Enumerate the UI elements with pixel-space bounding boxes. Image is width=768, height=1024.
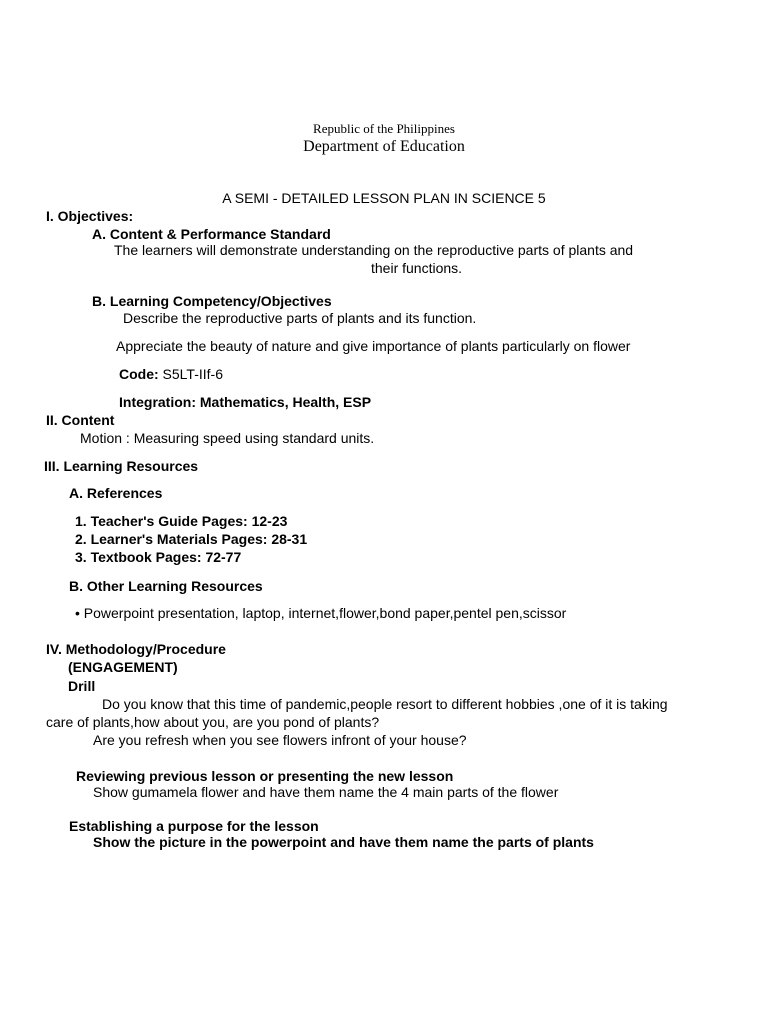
drill-label: Drill — [68, 678, 96, 694]
purpose-text: Show the picture in the powerpoint and have them name the parts of plants — [93, 834, 594, 850]
methodology-heading: IV. Methodology/Procedure — [46, 641, 226, 657]
content-heading: II. Content — [46, 412, 115, 428]
code-line — [119, 366, 223, 382]
content-text: Motion : Measuring speed using standard units. — [80, 430, 375, 446]
references-heading: A. References — [69, 485, 163, 501]
document-title: A SEMI - DETAILED LESSON PLAN IN SCIENCE 5 — [222, 190, 546, 206]
drill-text-3: Are you refresh when you see flowers infront of your house? — [93, 732, 467, 748]
competency-text-1: Describe the reproductive parts of plants and its function. — [123, 310, 477, 326]
competency-text-2: Appreciate the beauty of nature and give importance of plants particularly on flower — [116, 338, 631, 354]
objectives-heading: I. Objectives: — [46, 208, 134, 224]
reference-item-textbook: 3. Textbook Pages: 72-77 — [75, 549, 242, 565]
republic-line: Republic of the Philippines — [313, 121, 455, 136]
content-standard-text-1: The learners will demonstrate understanding on the reproductive parts of plants and — [114, 242, 634, 258]
content-standard-heading: A. Content & Performance Standard — [92, 226, 331, 242]
drill-text-1: Do you know that this time of pandemic,people resort to different hobbies ,one of it is taking — [102, 696, 668, 712]
review-heading: Reviewing previous lesson or presenting the new lesson — [76, 768, 454, 784]
code-label: Code: — [119, 366, 159, 382]
engagement-label: (ENGAGEMENT) — [68, 659, 178, 675]
integration-line: Integration: Mathematics, Health, ESP — [119, 394, 372, 410]
reference-item-learners-materials: 2. Learner's Materials Pages: 28-31 — [75, 531, 308, 547]
department-line: Department of Education — [303, 138, 465, 155]
content-standard-text-2: their functions. — [371, 260, 463, 276]
review-text: Show gumamela flower and have them name the 4 main parts of the flower — [93, 784, 559, 800]
other-resources-heading: B. Other Learning Resources — [69, 578, 263, 594]
resources-heading: III. Learning Resources — [44, 458, 199, 474]
drill-text-2: care of plants,how about you, are you pond of plants? — [46, 714, 380, 730]
competency-heading: B. Learning Competency/Objectives — [92, 293, 332, 309]
other-resources-list: • Powerpoint presentation, laptop, internet,flower,bond paper,pentel pen,scissor — [75, 605, 567, 621]
reference-item-teachers-guide: 1. Teacher's Guide Pages: 12-23 — [75, 513, 288, 529]
purpose-heading: Establishing a purpose for the lesson — [69, 818, 319, 834]
code-value: S5LT-IIf-6 — [158, 366, 223, 382]
